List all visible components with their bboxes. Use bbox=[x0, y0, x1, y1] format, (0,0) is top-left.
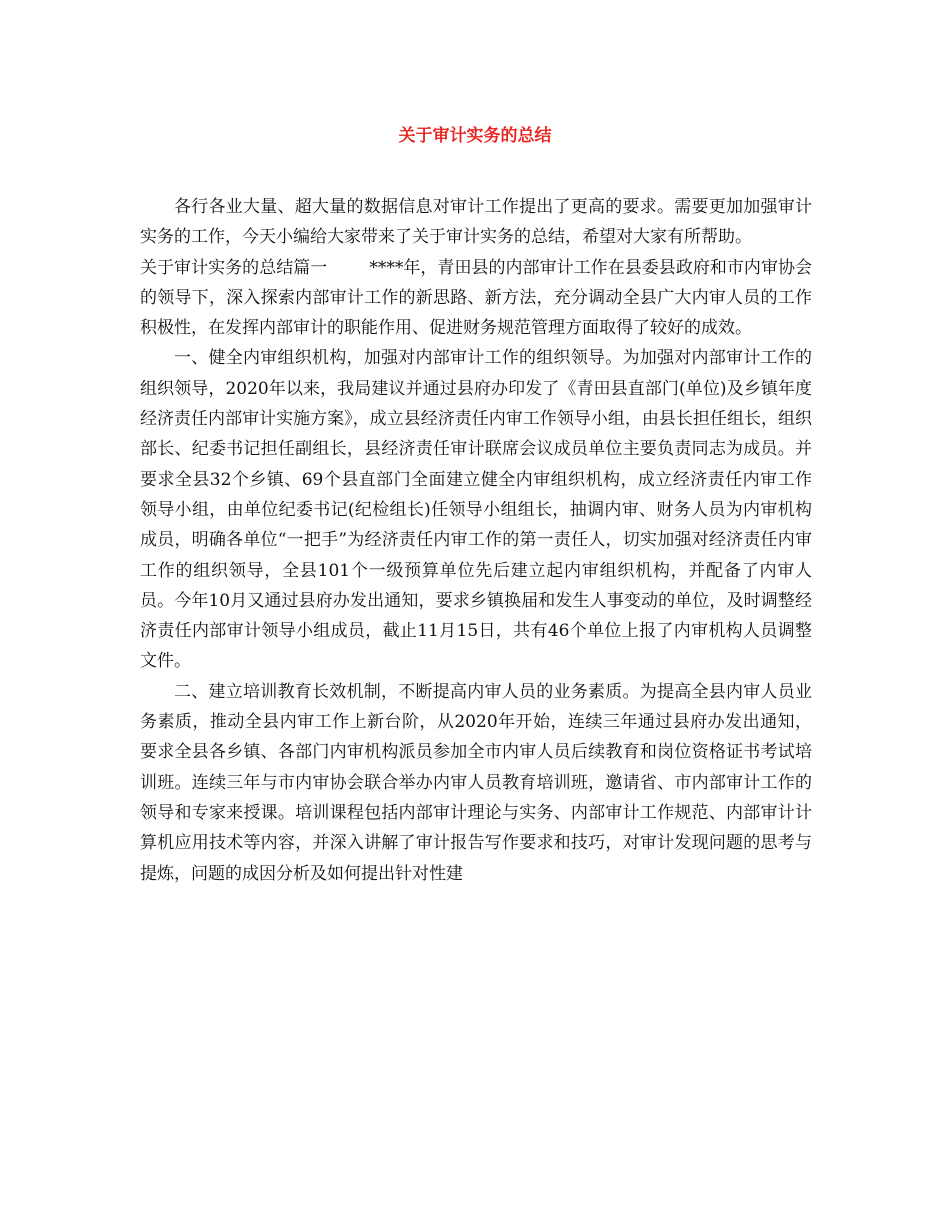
document-title: 关于审计实务的总结 bbox=[398, 126, 552, 146]
document-body bbox=[140, 192, 812, 889]
paragraph-organization: 一、健全内审组织机构，加强对内部审计工作的组织领导。为加强对内部审计工作的组织领导，2020年以来，我局建议并通过县府办印发了《青田县直部门(单位)及乡镇年度经济责任内部审计实施方案》，成立县经济责任内审工作领导小组，由县长担任组长，组织部长、纪委书记担任副组长，县经济责任审计联席会议成员单位主要负责同志为成员。并要求全县32个乡镇、69个县直部门全面建立健全内审组织机构，成立经济责任内审工作领导小组，由单位纪委书记(纪检组长)任领导小组组长，抽调内审、财务人员为内审机构成员，明确各单位“一把手”为经济责任内审工作的第一责任人，切实加强对经济责任内审工作的组织领导，全县101个一级预算单位先后建立起内审组织机构，并配备了内审人员。今年10月又通过县府办发出通知，要求乡镇换届和发生人事变动的单位，及时调整经济责任内部审计领导小组成员，截止11月15日，共有46个单位上报了内审机构人员调整文件。 bbox=[140, 348, 812, 672]
section-heading: 关于审计实务的总结篇一 bbox=[140, 257, 328, 278]
section-paragraph bbox=[140, 253, 812, 344]
section-opening-text: ****年，青田县的内部审计工作在县委县政府和市内审协会的领导下，深入探索内部审计工作的新思路、新方法，充分调动全县广大内审人员的工作积极性，在发挥内部审计的职能作用、促进财务规范管理方面取得了较好的成效。 bbox=[140, 257, 813, 339]
intro-paragraph: 各行各业大量、超大量的数据信息对审计工作提出了更高的要求。需要更加加强审计实务的工作，今天小编给大家带来了关于审计实务的总结，希望对大家有所帮助。 bbox=[140, 197, 812, 248]
paragraph-training: 二、建立培训教育长效机制，不断提高内审人员的业务素质。为提高全县内审人员业务素质，推动全县内审工作上新台阶，从2020年开始，连续三年通过县府办发出通知，要求全县各乡镇、各部门内审机构派员参加全市内审人员后续教育和岗位资格证书考试培训班。连续三年与市内审协会联合举办内审人员教育培训班，邀请省、市内部审计工作的领导和专家来授课。培训课程包括内部审计理论与实务、内部审计工作规范、内部审计计算机应用技术等内容，并深入讲解了审计报告写作要求和技巧，对审计发现问题的思考与提炼，问题的成因分析及如何提出针对性建 bbox=[140, 681, 812, 884]
